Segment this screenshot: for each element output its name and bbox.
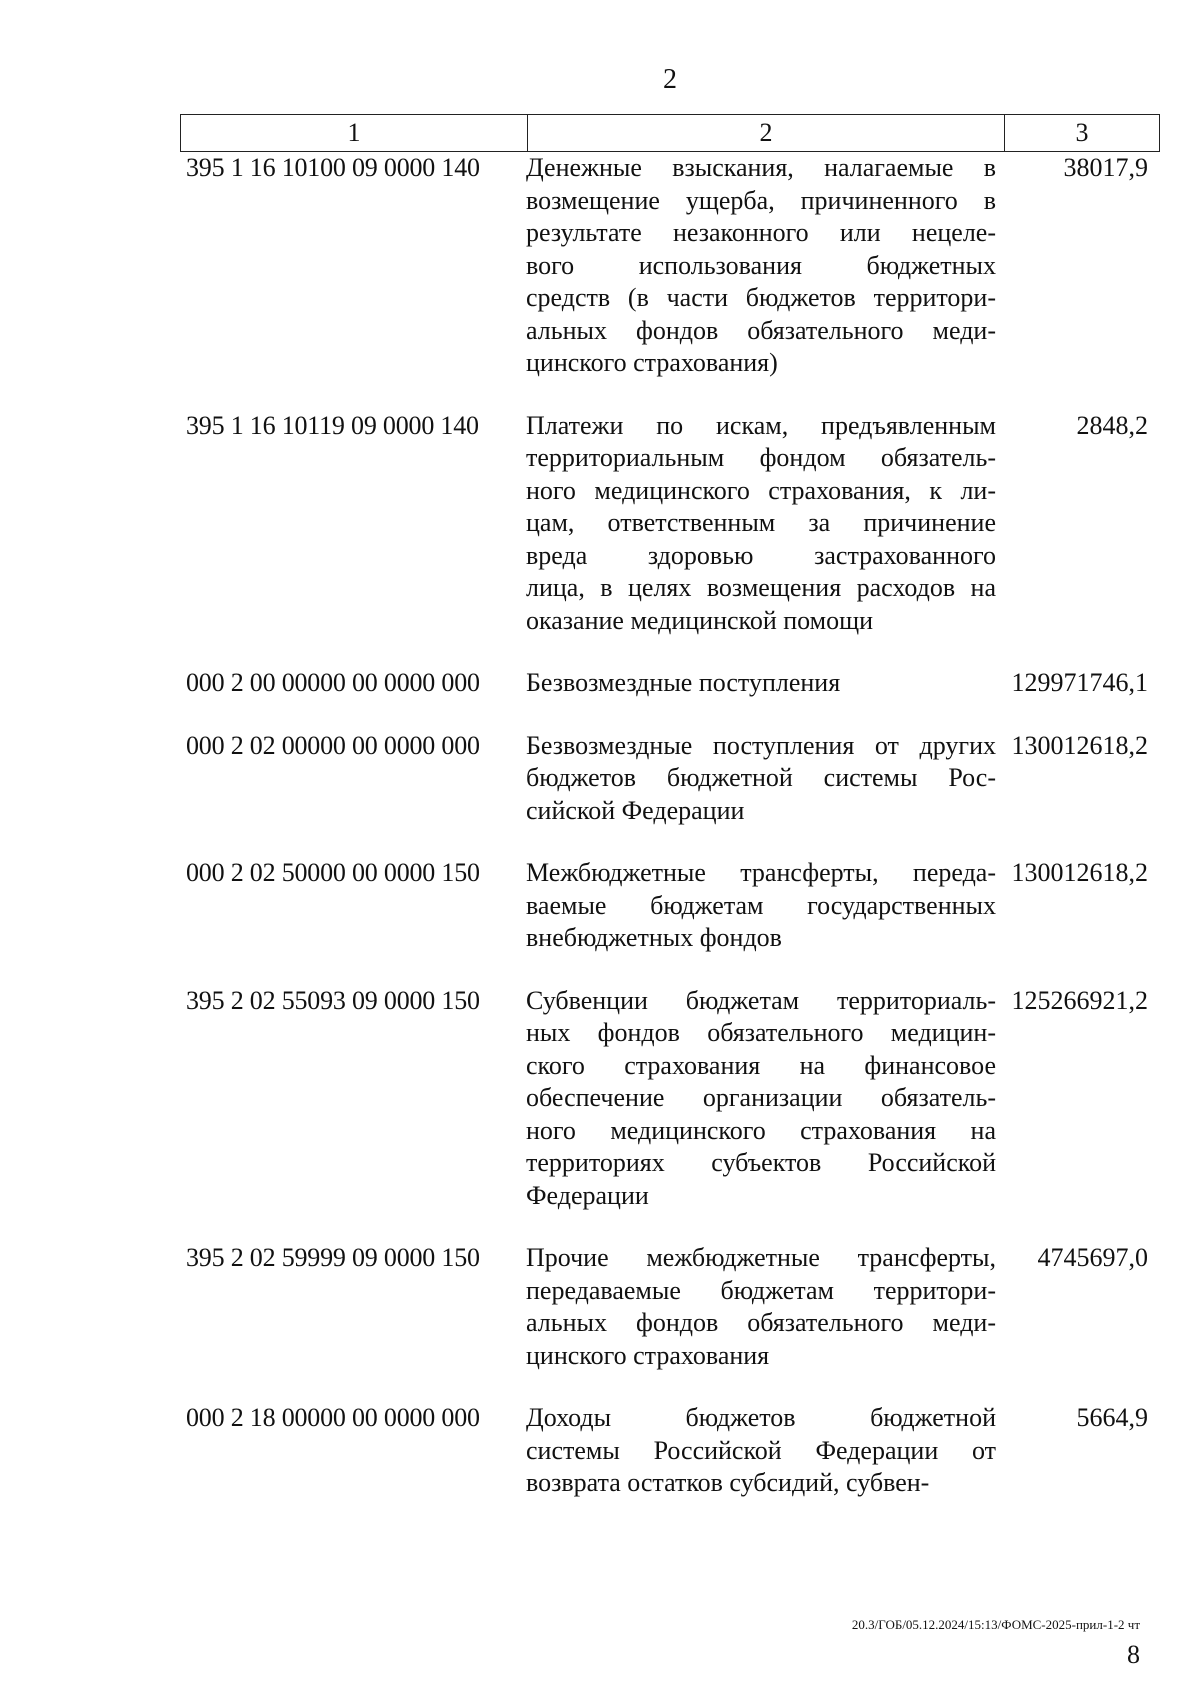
header-col-2: 2 [528,115,1005,151]
row-description [526,152,996,380]
description-line: Безвозмездные поступления [526,668,841,697]
description-line: Межбюджетные трансферты, переда- [526,858,996,887]
row-amount: 5664,9 [1076,1403,1148,1432]
description-line: вреда здоровью застрахованного [526,540,996,570]
description-line: ного медицинского страхования, к ли- [526,475,996,505]
description-line: цинского страхования) [526,348,778,377]
description-line: обеспечение организации обязатель- [526,1083,996,1112]
description-line: внебюджетных фондов [526,923,782,952]
row-description [526,1242,996,1372]
row-code: 000 2 18 00000 00 0000 000 [186,1403,480,1432]
row-amount: 130012618,2 [1011,858,1148,887]
description-line: территориях субъектов Российской [526,1148,996,1177]
description-line: цам, ответственным за причинение [526,508,996,537]
table-row [186,857,1160,955]
row-code: 395 1 16 10100 09 0000 140 [186,153,480,182]
description-line: ных фондов обязательного медицин- [526,1018,996,1047]
row-description [526,857,996,955]
description-line: ного медицинского страхования на [526,1115,996,1145]
page-number: 2 [663,64,677,95]
row-code: 395 1 16 10119 09 0000 140 [186,410,479,440]
row-code: 395 2 02 55093 09 0000 150 [186,985,480,1015]
description-line: Денежные взыскания, налагаемые в [526,153,996,182]
description-line: лица, в целях возмещения расходов на [526,573,996,602]
description-line: возмещение ущерба, причиненного в [526,185,996,215]
table-row [186,410,1160,638]
row-description [526,1402,996,1500]
header-col-1: 1 [181,115,528,151]
row-code: 395 2 02 59999 09 0000 150 [186,1243,480,1272]
description-line: Доходы бюджетов бюджетной [526,1403,996,1432]
description-line: средств (в части бюджетов территори- [526,283,996,312]
description-line: территориальным фондом обязатель- [526,443,996,472]
row-description [526,730,996,828]
description-line: передаваемые бюджетам территори- [526,1275,996,1305]
table-row [186,985,1160,1213]
description-line: вого использования бюджетных [526,250,996,280]
description-line: системы Российской Федерации от [526,1435,996,1465]
row-amount: 125266921,2 [1011,985,1148,1015]
header-col-3: 3 [1075,118,1089,147]
description-line: альных фондов обязательного меди- [526,1308,996,1337]
row-amount: 4745697,0 [1037,1243,1148,1272]
document-reference: 20.3/ГОБ/05.12.2024/15:13/ФОМС-2025-прил-1-2 чт [851,1617,1140,1632]
sheet-number: 8 [1127,1640,1140,1669]
description-line: результате незаконного или нецеле- [526,218,996,247]
row-amount: 38017,9 [1063,153,1148,182]
description-line: Прочие межбюджетные трансферты, [526,1243,996,1272]
table-row [186,152,1160,380]
row-description [526,667,996,700]
table-header [180,114,1160,152]
row-code: 000 2 02 50000 00 0000 150 [186,858,480,887]
table-row [186,1402,1160,1500]
row-amount: 129971746,1 [1011,668,1148,697]
table-body [186,152,1160,1530]
description-line: Безвозмездные поступления от других [526,730,996,760]
description-line: возврата остатков субсидий, субвен- [526,1468,930,1497]
row-amount: 2848,2 [1076,410,1148,440]
table-row [186,667,1160,700]
row-code: 000 2 02 00000 00 0000 000 [186,730,480,760]
description-line: цинского страхования [526,1340,770,1370]
description-line: Платежи по искам, предъявленным [526,410,996,440]
row-description [526,985,996,1213]
description-line: Федерации [526,1180,649,1210]
table-row [186,1242,1160,1372]
description-line: альных фондов обязательного меди- [526,315,996,345]
description-line: ваемые бюджетам государственных [526,890,996,920]
table-row [186,730,1160,828]
description-line: ского страхования на финансовое [526,1050,996,1080]
row-amount: 130012618,2 [1011,730,1148,760]
description-line: Субвенции бюджетам территориаль- [526,985,996,1015]
row-code: 000 2 00 00000 00 0000 000 [186,668,480,697]
row-description [526,410,996,638]
description-line: бюджетов бюджетной системы Рос- [526,763,996,792]
description-line: сийской Федерации [526,795,745,825]
description-line: оказание медицинской помощи [526,605,874,635]
